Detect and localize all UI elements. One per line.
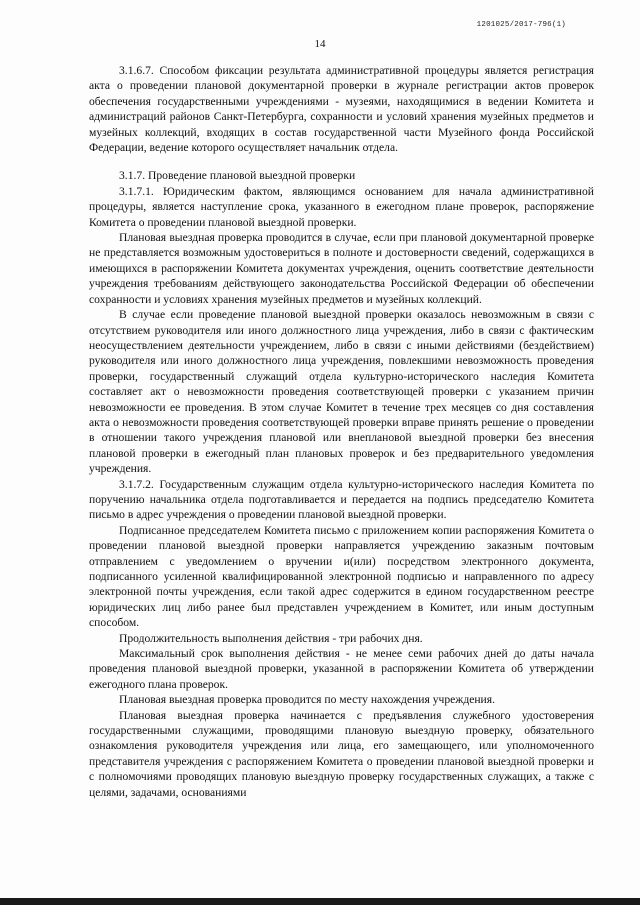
page-number: 14: [314, 38, 326, 50]
paragraph-duration: Продолжительность выполнения действия - три рабочих дня.: [119, 631, 423, 645]
paragraph-impossible-inspection: В случае если проведение плановой выездной проверки оказалось невозможным в связи с отсутствием руководителя или иного должностного лица учреждения, либо в связи с фактическим неосуществлением деятельности учреждением, либо в связи с иными действиями (бездействием) руководителя или иного должностного лица учреждения, повлекшими невозможность проведения проверки, государственный служащий отдела культурно-исторического наследия Комитета составляет акт о невозможности проведения соответствующей проверки с указанием причин невозможности ее проведения. В этом случае Комитет в течение трех месяцев со дня составления акта о невозможности проведения соответствующей проверки вправе принять решение о проведении в отношении такого учреждения плановой или внеплановой выездной проверки без внесения плановой проверки в ежегодный план плановых проверок и без предварительного уведомления учреждения.: [89, 308, 594, 476]
paragraph-3-1-7-1: 3.1.7.1. Юридическим фактом, являющимся основанием для начала административной процедуры, является наступление срока, указанного в ежегодном плане проверок, распоряжение Комитета о проведении плановой выездной проверки.: [89, 184, 594, 229]
paragraph-max-term: Максимальный срок выполнения действия - не менее семи рабочих дней до даты начала проведения плановой выездной проверки, указанной в распоряжении Комитета об утверждении ежегодного плана проверок.: [89, 647, 594, 691]
document-body: [89, 63, 594, 800]
section-heading-3-1-7: 3.1.7. Проведение плановой выездной проверки: [119, 169, 356, 183]
paragraph-inspection-start: Плановая выездная проверка начинается с предъявления служебного удостоверения государственными служащими, проводящими плановую выездную проверку, обязательного ознакомления руководителя учреждения или лица, его замещающего, или уполномоченного представителя учреждения с распоряжением Комитета о проведении плановой выездной проверки и с полномочиями проводящих плановую выездную проверку государственных служащих, а также с целями, задачами, основаниями: [89, 708, 594, 799]
paragraph-3-1-7-2: 3.1.7.2. Государственным служащим отдела культурно-исторического наследия Комитета по поручению начальника отдела подготавливается и передается на подпись председателю Комитета письмо в адрес учреждения о проведении плановой выездной проверки.: [89, 477, 594, 522]
paragraph-planned-inspection: Плановая выездная проверка проводится в случае, если при плановой документарной проверке не представляется возможным удостовериться в полноте и достоверности сведений, содержащихся в имеющихся в распоряжении Комитета документах учреждения, оценить соответствие деятельности учреждения требованиям действующего законодательства Российской Федерации об обеспечении сохранности и условиях хранения музейных предметов и музейных коллекций.: [89, 231, 594, 306]
paragraph-3-1-6-7: 3.1.6.7. Способом фиксации результата административной процедуры является регистрация акта о проведении плановой документарной проверки в журнале регистрации актов проверок обеспечения государственными учреждениями - музеями, находящимися в ведении Комитета и администраций районов Санкт-Петербурга, сохранности и условий хранения музейных предметов и музейных коллекций, входящих в состав государственной части Музейного фонда Российской Федерации, ведение которого осуществляет начальник отдела.: [89, 64, 594, 155]
scan-edge-bar: [0, 898, 640, 905]
paragraph-signed-letter: Подписанное председателем Комитета письмо с приложением копии распоряжения Комитета о проведении плановой выездной проверки направляется учреждению заказным почтовым отправлением с уведомлением о вручении и(или) посредством электронного документа, подписанного усиленной квалифицированной электронной подписью и направленного по адресу электронной почты учреждения, если такой адрес содержится в едином государственном реестре юридических лиц либо ранее был представлен учреждением в Комитет, или иным доступным способом.: [89, 523, 594, 630]
paragraph-location: Плановая выездная проверка проводится по месту нахождения учреждения.: [119, 693, 495, 707]
document-number: 1201025/2017-796(1): [476, 21, 566, 29]
